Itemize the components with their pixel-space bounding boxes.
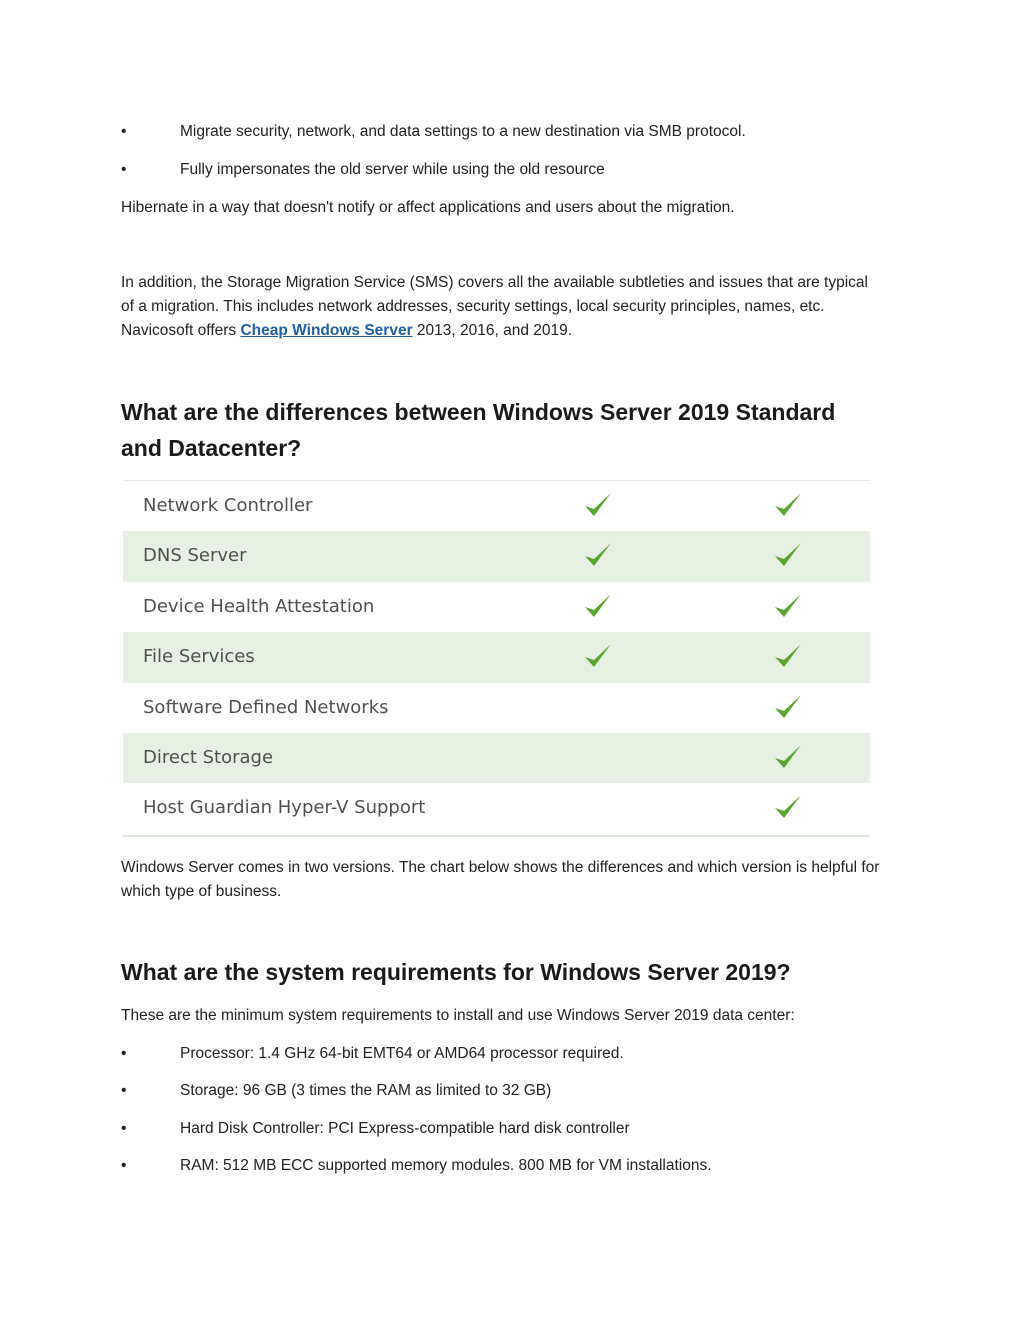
- hibernate-paragraph: Hibernate in a way that doesn't notify or affect applications and users about the migration.: [121, 199, 735, 216]
- sms-text-before: In addition, the Storage Migration Service (SMS) covers all the available subtleties and issues that are typical of a migration. This includes network addresses, security settings, local security principles, names, etc. Navicosoft offers: [121, 274, 868, 339]
- feature-name: DNS Server: [143, 545, 247, 567]
- checkmark-icon: [773, 692, 803, 722]
- bullet-marker: •: [121, 123, 127, 140]
- checkmark-icon: [773, 591, 803, 621]
- table-row: [123, 733, 870, 783]
- requirements-intro: These are the minimum system requirements to install and use Windows Server 2019 data center:: [121, 1007, 795, 1024]
- feature-name: Software Defined Networks: [143, 696, 389, 718]
- cheap-windows-server-link[interactable]: Cheap Windows Server: [240, 322, 413, 339]
- bullet-marker: •: [121, 1082, 127, 1099]
- bullet-marker: •: [121, 161, 127, 178]
- requirement-text: RAM: 512 MB ECC supported memory modules. 800 MB for VM installations.: [180, 1157, 712, 1174]
- requirement-text: Processor: 1.4 GHz 64-bit EMT64 or AMD64 processor required.: [180, 1045, 624, 1062]
- feature-name: Device Health Attestation: [143, 595, 375, 617]
- versions-paragraph: Windows Server comes in two versions. The chart below shows the differences and which version is helpful for which type of business.: [121, 859, 880, 900]
- checkmark-icon: [583, 490, 613, 520]
- table-row: [123, 632, 870, 682]
- sms-paragraph: [121, 271, 881, 343]
- bullet-marker: •: [121, 1120, 127, 1137]
- checkmark-icon: [583, 641, 613, 671]
- differences-heading: What are the differences between Windows Server 2019 Standard and Datacenter?: [121, 399, 836, 461]
- feature-name: File Services: [143, 646, 255, 668]
- table-row: [123, 683, 870, 733]
- feature-name: Direct Storage: [143, 746, 274, 768]
- bullet-marker: •: [121, 1157, 127, 1174]
- requirement-text: Storage: 96 GB (3 times the RAM as limited to 32 GB): [180, 1082, 552, 1099]
- table-row: [123, 783, 870, 833]
- table-row: [123, 582, 870, 632]
- bullet-marker: •: [121, 1045, 127, 1062]
- checkmark-icon: [773, 490, 803, 520]
- checkmark-icon: [773, 641, 803, 671]
- feature-name: Network Controller: [143, 495, 313, 516]
- bullet-text: Fully impersonates the old server while using the old resource: [180, 161, 605, 178]
- feature-comparison-table: [123, 480, 870, 837]
- table-row: [123, 481, 870, 531]
- checkmark-icon: [583, 540, 613, 570]
- sms-text-after: 2013, 2016, and 2019.: [412, 322, 573, 339]
- feature-name: Host Guardian Hyper-V Support: [143, 797, 426, 819]
- checkmark-icon: [773, 792, 803, 822]
- checkmark-icon: [583, 591, 613, 621]
- checkmark-icon: [773, 540, 803, 570]
- bullet-text: Migrate security, network, and data settings to a new destination via SMB protocol.: [180, 123, 746, 140]
- requirement-text: Hard Disk Controller: PCI Express-compatible hard disk controller: [180, 1120, 630, 1137]
- table-row: [123, 531, 870, 581]
- requirements-heading: What are the system requirements for Windows Server 2019?: [121, 959, 791, 985]
- checkmark-icon: [773, 742, 803, 772]
